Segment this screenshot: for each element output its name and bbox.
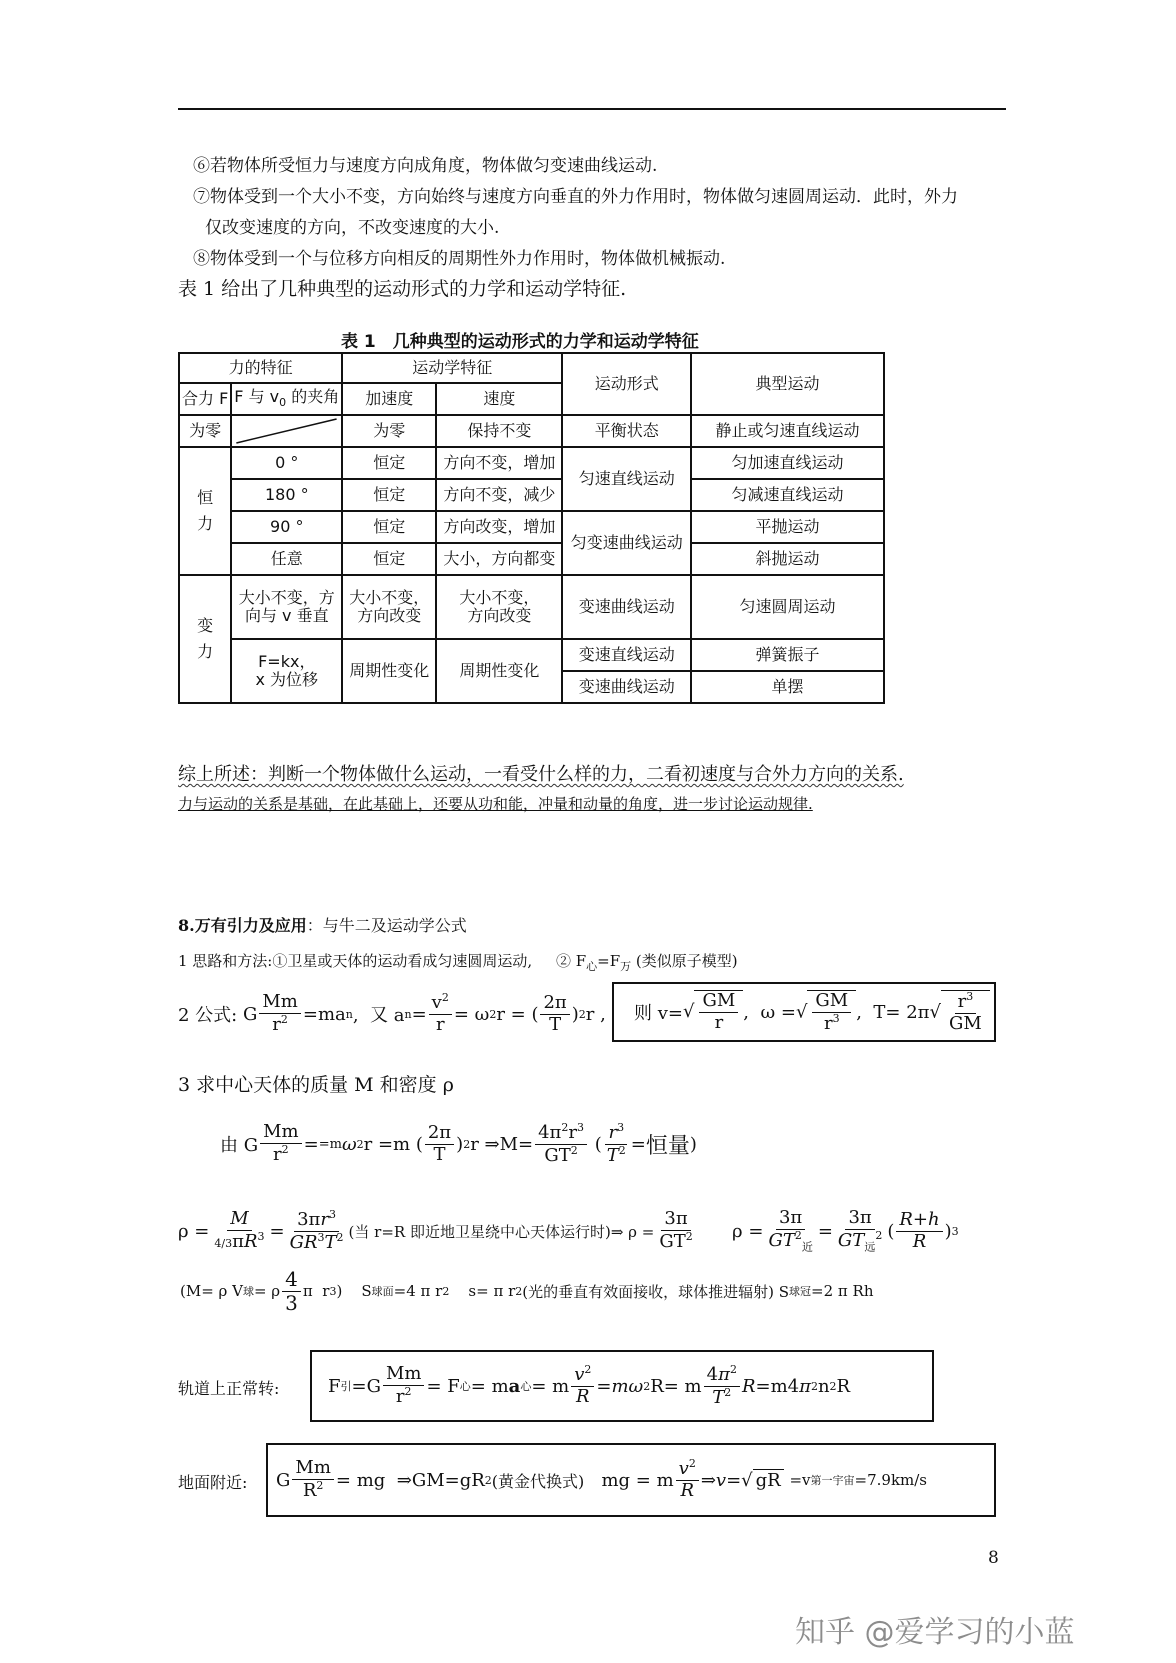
cell: 方向不变，减少 [436, 479, 562, 511]
formula-box-orbit: F 引 =G $\frac{Mm}{r^2}$ = F 心 = m a 心 = m $\frac{v^2}{R}$ = mω 2 R= m $\frac{4\pi^2}{T^2}$ R =m4 π 2 n 2 R [310, 1350, 934, 1422]
cell: 大小不变， 方向改变 [342, 575, 436, 639]
cell: 大小，方向都变 [436, 543, 562, 575]
zhihu-watermark: 知乎 @爱学习的小蓝 [795, 1615, 1075, 1650]
para-8: ⑧物体受到一个与位移方向相反的周期性外力作用时，物体做机械振动. [193, 249, 726, 269]
cell: 保持不变 [436, 415, 562, 447]
cell: 90 ° [231, 511, 342, 543]
cell: 变速曲线运动 [562, 671, 691, 703]
page-number: 8 [988, 1548, 999, 1568]
cell: 大小不变， 方向改变 [436, 575, 562, 639]
ground-label: 地面附近: [178, 1473, 248, 1492]
cell: 180 ° [231, 479, 342, 511]
formula-area: (M= ρ V 球 = ρ $\frac{4}{3}$ π r 3 ) S 球面 =4 π r 2 s= π r 2 (光的垂直有效面接收，球体推进辐射) S 球冠 =2 π Rh [180, 1266, 874, 1315]
th-kinematics: 运动学特征 [342, 353, 562, 383]
table-caption: 表 1 几种典型的运动形式的力学和运动学特征 [341, 332, 699, 352]
para-7a: ⑦物体受到一个大小不变，方向始终与速度方向垂直的外力作用时，物体做匀速圆周运动．此时，外力 [193, 187, 958, 207]
th-force: 力的特征 [179, 353, 342, 383]
formula-box-ground: G $\frac{Mm}{R^2}$ = mg ⇒ GM=gR 2 (黄金代换式) mg = m $\frac{v^2}{R}$ ⇒ v = √ gR =v 第一宇宙 =7.9km/s [266, 1443, 996, 1517]
para-7b: 仅改变速度的方向，不改变速度的大小. [205, 218, 500, 238]
cell: 0 ° [231, 447, 342, 479]
cell: 恒定 [342, 511, 436, 543]
orbit-label: 轨道上正常转: [178, 1379, 280, 1398]
diagonal-cell [231, 415, 342, 447]
cell: 方向不变，增加 [436, 447, 562, 479]
cell: 恒定 [342, 447, 436, 479]
variable-force-label: 变 力 [179, 575, 231, 703]
formula-density: ρ = $\frac{M}{4/3\pi R^3}$ = $\frac{3\pi r^3}{GR^3T^2}$ (当 r=R 即近地卫星绕中心天体运行时)⇒ ρ = $\frac{3\pi}{GT^2}$ ρ = $\frac{3\pi}{GT^2_近}$ = $\frac{3\pi}{GT_远^2}$ ( $\frac{R+h}{R}$ ) 3 [178, 1207, 959, 1254]
cell: 周期性变化 [342, 639, 436, 703]
cell: 恒定 [342, 479, 436, 511]
formula-2: 2 公式: G $\frac{Mm}{r^2}$ =ma n , 又 a n = $\frac{v^2}{r}$ = ω 2 r = ( $\frac{2\pi}{T}$ ) 2 r , [178, 991, 606, 1035]
cell: 匀加速直线运动 [691, 447, 884, 479]
cell: 单摆 [691, 671, 884, 703]
cell: 匀速圆周运动 [691, 575, 884, 639]
formula-box-v-omega-T: 则 v= √ $\frac{GM}{r}$ , ω = √ $\frac{GM}{r^3}$ , T= 2π √ $\frac{r^3}{GM}$ [612, 982, 996, 1042]
cell: 匀速直线运动 [562, 447, 691, 511]
cell: 为零 [342, 415, 436, 447]
cell: 平衡状态 [562, 415, 691, 447]
motion-table [178, 352, 885, 704]
cell: 变速直线运动 [562, 639, 691, 671]
formula-mass: 由 G $\frac{Mm}{r^2}$ = =m ω 2 r =m ( $\frac{2\pi}{T}$ ) 2 r ⇒M= $\frac{4\pi^2r^3}{GT^2}$ ( $\frac{r^3}{T^2}$ = 恒量 ) [220, 1120, 697, 1166]
line-3: 3 求中心天体的质量 M 和密度 ρ [178, 1074, 454, 1096]
cell: F=kx， x 为位移 [231, 639, 342, 703]
header-rule [178, 108, 1006, 110]
cell: 变速曲线运动 [562, 575, 691, 639]
cell: 弹簧振子 [691, 639, 884, 671]
th-acceleration: 加速度 [342, 383, 436, 415]
cell: 方向改变，增加 [436, 511, 562, 543]
section-8-heading: 8.万有引力及应用：与牛二及运动学公式 [178, 916, 467, 935]
method-line: 1 思路和方法:①卫星或天体的运动看成匀速圆周运动, ② $F_心=F_万$ (类似原子模型) [178, 952, 738, 973]
cell: 为零 [179, 415, 231, 447]
cell: 大小不变，方 向与 v 垂直 [231, 575, 342, 639]
th-form: 运动形式 [562, 353, 691, 415]
th-velocity: 速度 [436, 383, 562, 415]
table-intro: 表 1 给出了几种典型的运动形式的力学和运动学特征. [178, 278, 627, 300]
constant-force-label: 恒 力 [179, 447, 231, 575]
summary-line-2: 力与运动的关系是基础，在此基础上，还要从功和能，冲量和动量的角度，进一步讨论运动规律. [178, 795, 813, 813]
summary-line-1: 综上所述：判断一个物体做什么运动，一看受什么样的力，二看初速度与合外力方向的关系. [178, 764, 904, 785]
cell: 匀变速曲线运动 [562, 511, 691, 575]
th-net-force: 合力 F [179, 383, 231, 415]
th-typical: 典型运动 [691, 353, 884, 415]
para-6: ⑥若物体所受恒力与速度方向成角度，物体做匀变速曲线运动. [193, 156, 658, 176]
cell: 静止或匀速直线运动 [691, 415, 884, 447]
th-angle: F 与 $v_0$ 的夹角 [231, 383, 342, 415]
cell: 任意 [231, 543, 342, 575]
cell: 平抛运动 [691, 511, 884, 543]
cell: 恒定 [342, 543, 436, 575]
cell: 斜抛运动 [691, 543, 884, 575]
cell: 周期性变化 [436, 639, 562, 703]
cell: 匀减速直线运动 [691, 479, 884, 511]
